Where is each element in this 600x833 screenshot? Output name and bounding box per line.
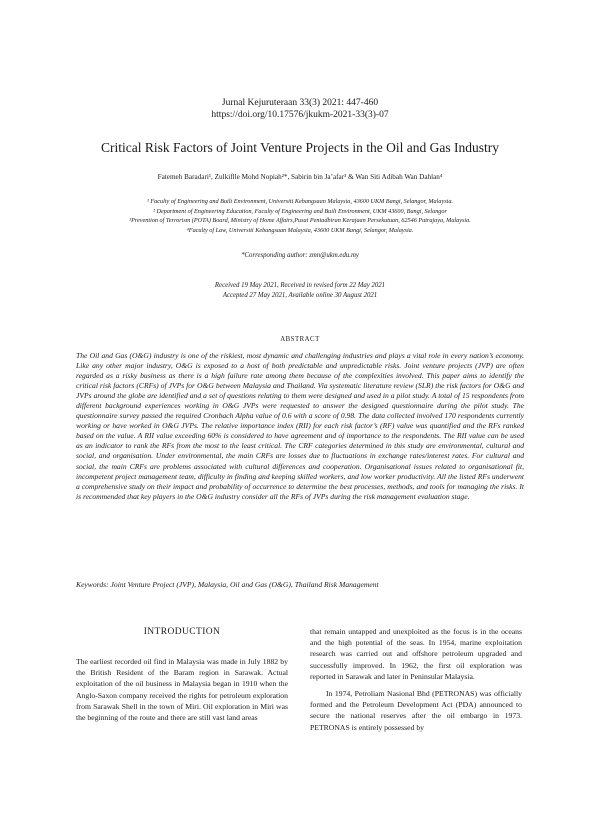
- intro-paragraph-2: that remain untapped and unexploited as the focus is in the oceans and the high potential of the seas. In 1954, marine exploitation research was carried out and offshore petroleum upgraded and successfully improved. In 1962, the first oil exploration was reported in Sarawak and later in Peninsular Malaysia.: [310, 627, 522, 681]
- received-dates: Received 19 May 2021, Received in revised form 22 May 2021: [214, 282, 386, 289]
- right-column: [310, 626, 522, 733]
- intro-paragraph-1: The earliest recorded oil find in Malaysia was made in July 1882 by the British Resident of the Baram region in Sarawak. Actual exploitation of the oil business in Malaysia began in 1910 when the Anglo-Saxon company received the rights for petroleum exploration from Sarawak Shell in the town of Miri. Oil exploration in Miri was the beginning of the route and there are still vast land areas: [76, 657, 288, 723]
- abstract-text: The Oil and Gas (O&G) industry is one of the riskiest, most dynamic and challenging industries and plays a vital role in every nation’s economy. Like any other major industry, O&G is exposed to a host of both predictable and unpredictable risks. Joint venture projects (JVP) are often regarded as a risky business as there is a high failure rate among them because of the complexities involved. This paper aims to identify the critical risk factors (CRFs) of JVPs for O&G between Malaysia and Thailand. Via systematic literature review (SLR) the risk factors for O&G and JVPs around the globe are identified and a set of questions relating to them were designed and used in a pilot study. A total of 15 respondents from different background experiences working in O&G JVPs were requested to answer the designed questionnaire during the pilot study. The questionnaire survey passed the required Cronbach Alpha value of 0.6 with a score of 0.98. The data collected involved 170 respondents currently working or have worked in O&G JVPs. The relative importance index (RII) for each risk factor’s (RF) value was quantified and the RFs ranked based on the value. A RII value exceeding 60% is considered to have agreement and of importance to the respondents. The RII value can be used as an indicator to rank the RFs from the most to the least critical. The CRF categories determined in this study are environmental, cultural and social, and organisation. Under environmental, the main CRFs are losses due to fluctuations in exchange rates/interest rates. For cultural and social, the main CRFs are problems associated with cultural differences and cooperation. Organisational issues related to organisational fit, incompetent project management team, difficulty in finding and keeping skilled workers, and low worker productivity. All the listed RFs underwent a comprehensive study on their impact and probability of occurrence to determine the best processes, methods, and tools for managing the risks. It is recommended that key players in the O&G industry consider all the RFs of JVPs during the risk management evaluation stage.: [76, 351, 524, 501]
- introduction-heading: INTRODUCTION: [143, 627, 221, 637]
- journal-header: [0, 97, 600, 121]
- author-list: Fatemeh Baradari¹, Zulkiflle Mohd Nopiah²*, Sabirin bin Ja’afar³ & Wan Siti Adibah Wan Dahlan⁴: [157, 173, 443, 181]
- affiliation-3: ³Prevention of Terrorism (POTA) Board, Ministry of Home Affairs,Pusat Pentadbiran Kerajaan Persekutuan, 62546 Putrajaya, Malaysia.: [129, 217, 471, 224]
- affiliations: [0, 197, 600, 235]
- paper-title: Critical Risk Factors of Joint Venture Projects in the Oil and Gas Industry: [101, 140, 499, 155]
- corresponding-author: *Corresponding author: zmn@ukm.edu.my: [241, 252, 359, 259]
- left-column: [76, 656, 288, 723]
- journal-citation: Jurnal Kejuruteraan 33(3) 2021: 447-460: [221, 98, 379, 108]
- affiliation-1: ¹ Faculty of Engineering and Built Environment, Universiti Kebangsaan Malaysia, 43600 UKM Bangi, Selangor, Malaysia.: [147, 198, 453, 205]
- affiliation-2: ² Department of Engineering Education, Faculty of Engineering and Built Environment, UKM 43600, Bangi, Selangor: [153, 207, 447, 215]
- keywords: Keywords: Joint Venture Project (JVP), Malaysia, Oil and Gas (O&G), Thailand Risk Management: [76, 580, 379, 589]
- intro-paragraph-3: In 1974, Petroliam Nasional Bhd (PETRONAS) was officially formed and the Petroleum Development Act (PDA) announced to secure the national reserves after the oil embargo in 1973. PETRONAS is entirely possessed by: [310, 689, 522, 732]
- affiliation-4: ⁴Faculty of Law, Universiti Kebangsaan Malaysia, 43600 UKM Bangi, Selangor, Malaysia.: [186, 226, 414, 234]
- accepted-dates: Accepted 27 May 2021, Available online 30 August 2021: [222, 291, 378, 299]
- abstract-heading: ABSTRACT: [280, 336, 320, 343]
- article-dates: [0, 281, 600, 300]
- doi-link[interactable]: https://doi.org/10.17576/jkukm-2021-33(3)-07: [211, 110, 389, 120]
